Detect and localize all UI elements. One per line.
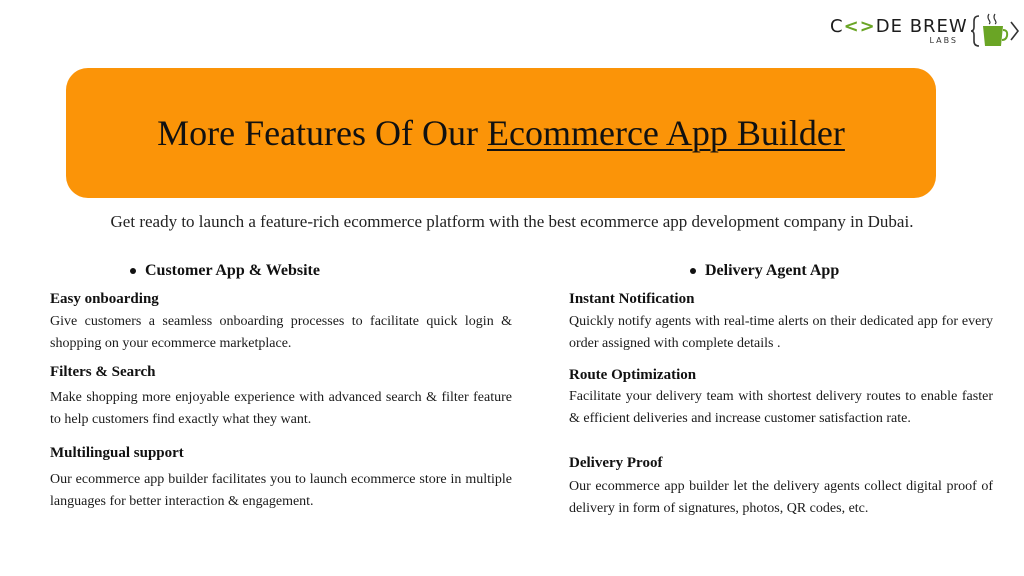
bullet-icon [690, 268, 696, 274]
feature-title: Multilingual support [50, 445, 184, 461]
feature-description: Facilitate your delivery team with shortest delivery routes to enable faster & efficient deliveries and increase customer satisfaction rate. [569, 389, 993, 426]
feature-title: Instant Notification [569, 291, 695, 307]
bullet-icon [130, 268, 136, 274]
logo-text-rest: DE BREW [875, 16, 968, 37]
logo-subtext: LABS [929, 36, 958, 45]
feature-description: Quickly notify agents with real-time alerts on their dedicated app for every order assigned with complete details . [569, 314, 993, 351]
feature-description: Our ecommerce app builder let the delivery agents collect digital proof of delivery in form of signatures, photos, QR codes, etc. [569, 479, 993, 516]
logo-wordmark [830, 10, 968, 50]
intro-text: Get ready to launch a feature-rich ecommerce platform with the best ecommerce app development company in Dubai. [110, 212, 914, 231]
logo-bracket: <> [843, 16, 876, 37]
feature-multilingual-support [50, 444, 512, 513]
feature-title: Easy onboarding [50, 291, 159, 307]
ecommerce-app-builder-link[interactable]: Ecommerce App Builder [487, 113, 845, 153]
feature-delivery-proof [569, 454, 993, 520]
logo-text-c: C [830, 16, 844, 37]
company-logo [830, 10, 1020, 50]
coffee-cup-braces-icon [970, 10, 1020, 52]
page-title [157, 112, 845, 154]
customer-app-heading-label: Customer App & Website [145, 262, 320, 279]
delivery-agent-heading [690, 262, 839, 280]
feature-description: Make shopping more enjoyable experience with advanced search & filter feature to help customers find exactly what they want. [50, 390, 512, 427]
feature-description: Our ecommerce app builder facilitates you to launch ecommerce store in multiple languages for better interaction & engagement. [50, 472, 512, 509]
feature-route-optimization [569, 366, 993, 430]
feature-description: Give customers a seamless onboarding processes to facilitate quick login & shopping on your ecommerce marketplace. [50, 314, 512, 351]
feature-filters-search [50, 363, 512, 431]
page-title-prefix: More Features Of Our [157, 113, 487, 153]
feature-title: Filters & Search [50, 364, 156, 380]
feature-instant-notification [569, 290, 993, 355]
feature-easy-onboarding [50, 290, 512, 355]
title-banner [66, 68, 936, 198]
delivery-agent-heading-label: Delivery Agent App [705, 262, 840, 279]
feature-title: Route Optimization [569, 367, 697, 383]
customer-app-heading [130, 262, 320, 280]
feature-title: Delivery Proof [569, 455, 663, 471]
